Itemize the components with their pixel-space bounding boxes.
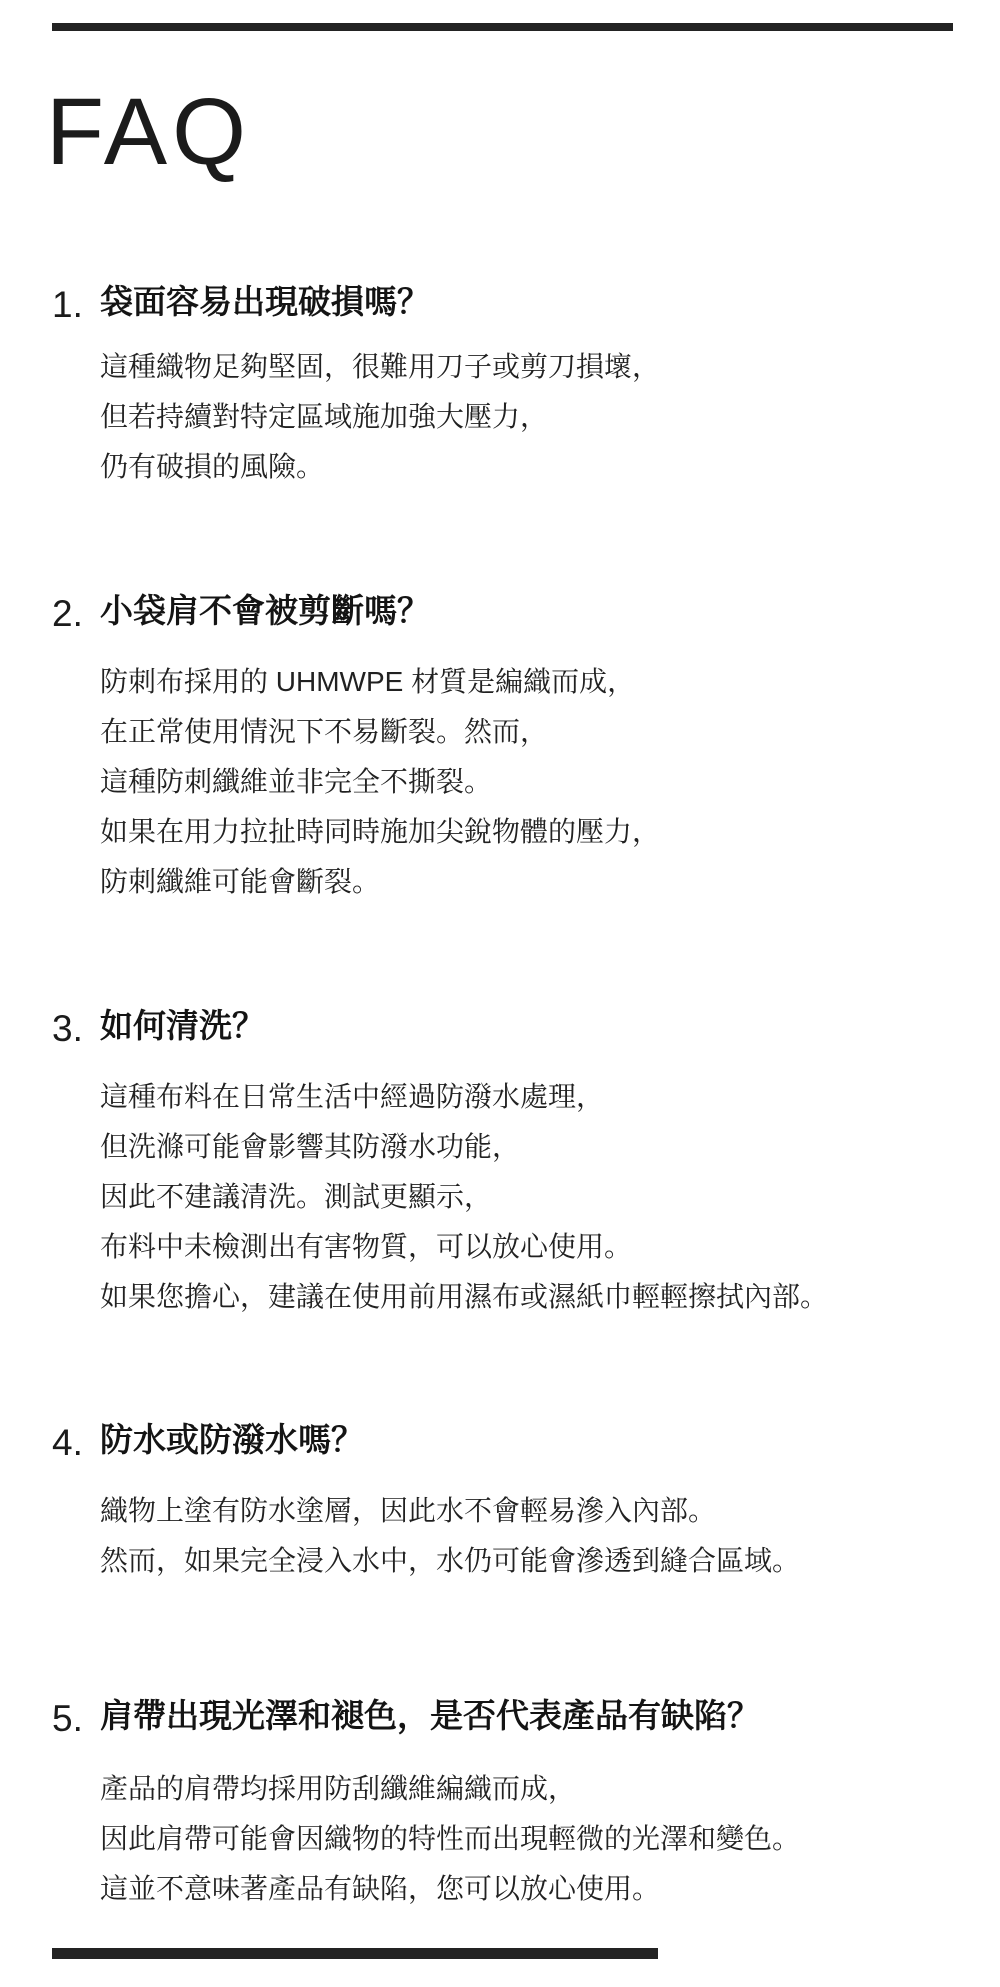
faq-question-row (52, 1420, 364, 1463)
faq-question-row (52, 1696, 760, 1739)
faq-question-row (52, 591, 430, 634)
faq-answer-line: 因此肩帶可能會因織物的特性而出現輕微的光澤和變色。 (100, 1823, 801, 1854)
faq-question-number: 1. (52, 284, 83, 325)
faq-answer-line: 這種布料在日常生活中經過防潑水處理， (100, 1081, 605, 1112)
faq-answer (100, 1072, 828, 1322)
faq-question-row (52, 282, 430, 325)
faq-question-number: 4. (52, 1422, 83, 1463)
faq-answer-line: 防刺纖維可能會斷裂。 (100, 866, 381, 897)
faq-answer-line: 但洗滌可能會影響其防潑水功能， (100, 1131, 521, 1162)
faq-answer-line: 這種防刺纖維並非完全不撕裂。 (100, 766, 493, 797)
faq-answer (100, 657, 660, 907)
faq-question-text: 袋面容易出現破損嗎？ (100, 283, 430, 320)
faq-answer-line: 布料中未檢測出有害物質，可以放心使用。 (100, 1231, 633, 1262)
faq-question-number: 5. (52, 1698, 83, 1739)
top-divider-rule (52, 23, 953, 31)
faq-answer-line: 如果您擔心，建議在使用前用濕布或濕紙巾輕輕擦拭內部。 (100, 1281, 829, 1312)
faq-answer-line: 織物上塗有防水塗層，因此水不會輕易滲入內部。 (100, 1495, 717, 1526)
faq-question-number: 2. (52, 593, 83, 634)
faq-answer-line: 防刺布採用的 UHMWPE 材質是編織而成， (100, 666, 636, 697)
faq-question-text: 肩帶出現光澤和褪色，是否代表產品有缺陷？ (100, 1697, 760, 1734)
faq-answer-line: 仍有破損的風險。 (100, 451, 325, 482)
faq-answer (100, 1486, 800, 1586)
faq-answer-line: 這並不意味著產品有缺陷，您可以放心使用。 (100, 1873, 661, 1904)
faq-answer-line: 然而，如果完全浸入水中，水仍可能會滲透到縫合區域。 (100, 1545, 801, 1576)
faq-answer-line: 但若持續對特定區域施加強大壓力， (100, 401, 549, 432)
faq-question-number: 3. (52, 1008, 83, 1049)
faq-answer (100, 342, 660, 492)
faq-question-text: 如何清洗？ (100, 1007, 265, 1044)
faq-answer-line: 產品的肩帶均採用防刮纖維編織而成， (100, 1773, 577, 1804)
faq-question-row (52, 1006, 265, 1049)
faq-answer-line: 因此不建議清洗。測試更顯示， (100, 1181, 493, 1212)
faq-answer-line: 如果在用力拉扯時同時施加尖銳物體的壓力， (100, 816, 661, 847)
faq-answer (100, 1764, 800, 1914)
faq-answer-line: 在正常使用情況下不易斷裂。然而， (100, 716, 549, 747)
faq-question-text: 防水或防潑水嗎？ (100, 1421, 364, 1458)
bottom-divider-rule (52, 1948, 658, 1959)
faq-question-text: 小袋肩不會被剪斷嗎？ (100, 592, 430, 629)
page-title: FAQ (46, 79, 252, 185)
faq-answer-line: 這種織物足夠堅固，很難用刀子或剪刀損壞， (100, 351, 661, 382)
